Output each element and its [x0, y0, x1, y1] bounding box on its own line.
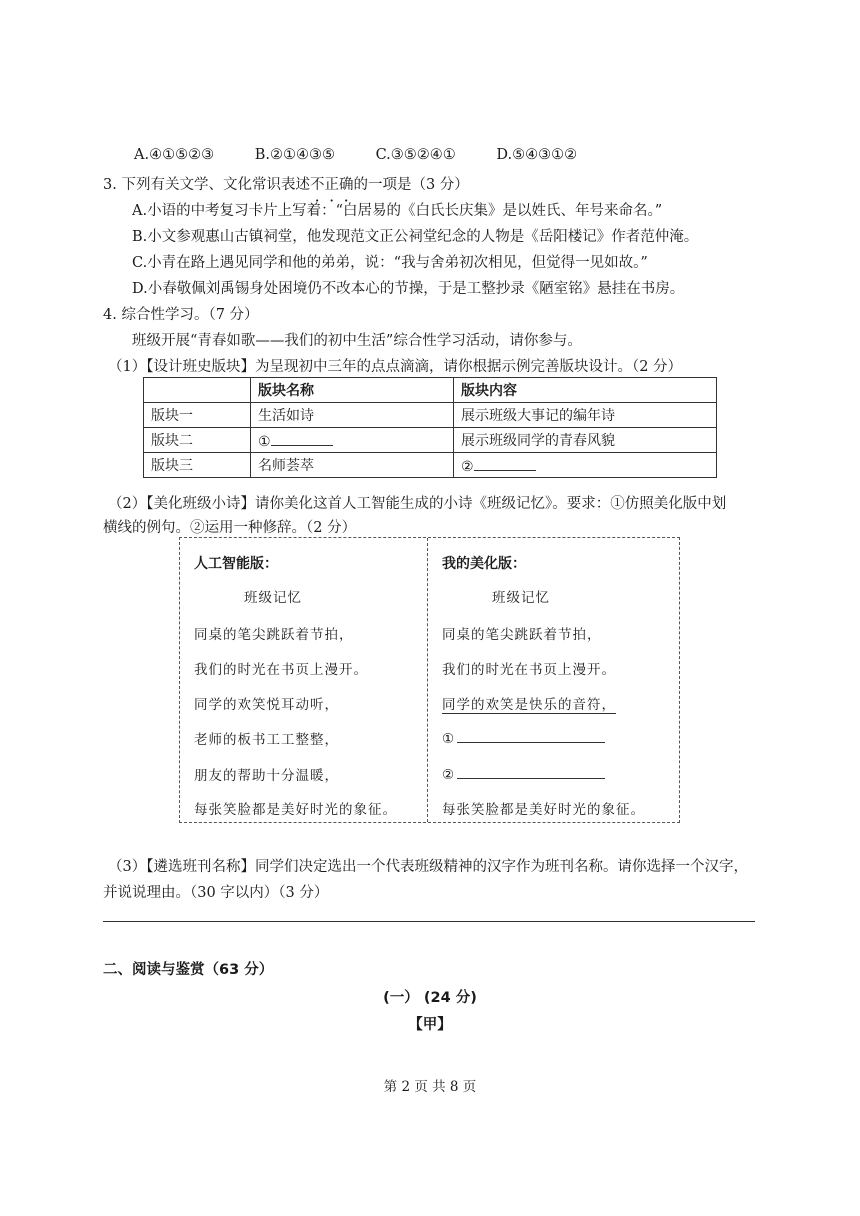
- answer-blank[interactable]: [474, 456, 536, 471]
- poem-mine-heading: 我的美化版：: [442, 556, 526, 572]
- q2-options: [134, 147, 613, 163]
- poem-ai-heading: 人工智能版：: [194, 556, 278, 572]
- table-cell: 生活如诗: [251, 403, 454, 428]
- q4-part1: （1）【设计班史版块】为呈现初中三年的点点滴滴，请你根据示例完善版块设计。（2 分）: [108, 359, 683, 375]
- emphasis-char: 正: [324, 177, 339, 193]
- passage-jia-label: 【甲】: [408, 1017, 452, 1033]
- q2-option-b: B.②①④③⑤: [254, 147, 335, 163]
- poem-line: 每张笑脸都是美好时光的象征。: [194, 802, 397, 818]
- table-cell: 版块一: [144, 403, 251, 428]
- poem-divider: [427, 538, 428, 822]
- page-footer: 第 2 页 共 8 页: [383, 1079, 477, 1095]
- poem-line: 同桌的笔尖跳跃着节拍，: [442, 627, 602, 643]
- poem-line: 我们的时光在书页上漫开。: [442, 662, 616, 678]
- table-header-cell: 版块名称: [251, 378, 454, 403]
- poem-line: 我们的时光在书页上漫开。: [194, 662, 368, 678]
- poem-comparison-box: [179, 537, 680, 823]
- answer-blank[interactable]: [271, 431, 333, 446]
- table-cell: 版块二: [144, 428, 251, 453]
- q2-option-d: D.⑤④③①②: [496, 147, 578, 163]
- section2-heading: 二、阅读与鉴赏（63 分）: [103, 962, 274, 978]
- poem-answer-line-1[interactable]: ①: [442, 728, 605, 747]
- table-cell: 展示班级大事记的编年诗: [454, 403, 717, 428]
- q4-part2-line1: （2）【美化班级小诗】请你美化这首人工智能生成的小诗《班级记忆》。要求：①仿照美化版中划: [108, 496, 727, 512]
- emphasis-char: 确: [338, 177, 354, 193]
- answer-blank[interactable]: [457, 764, 605, 779]
- poem-line: 老师的板书工工整整，: [194, 732, 339, 748]
- q4-part3-line2: 并说说理由。（30 字以内）（3 分）: [103, 885, 329, 901]
- poem-title: 班级记忆: [492, 590, 550, 606]
- q4-part2-line2: 横线的例句。②运用一种修辞。（2 分）: [103, 520, 357, 536]
- section2-subheading: (一） (24 分): [383, 990, 477, 1006]
- banner-design-table: [143, 377, 717, 478]
- poem-line: 朋友的帮助十分温暖，: [194, 768, 339, 784]
- answer-line[interactable]: [103, 921, 755, 922]
- answer-blank[interactable]: [457, 728, 605, 743]
- q2-option-c: C.③⑤②④①: [375, 147, 456, 163]
- q4-part3-line1: （3）【遴选班刊名称】同学们决定选出一个代表班级精神的汉字作为班刊名称。请你选择一个汉字，: [108, 859, 748, 875]
- table-cell: 版块三: [144, 453, 251, 478]
- poem-answer-line-2[interactable]: ②: [442, 764, 605, 783]
- q3-option-c: C.小青在路上遇见同学和他的弟弟，说：“我与舍弟初次相见，但觉得一见如故。”: [132, 255, 648, 271]
- poem-example-line: 同学的欢笑是快乐的音符，: [442, 697, 616, 713]
- q4-intro: 班级开展“青春如歌——我们的初中生活”综合性学习活动，请你参与。: [132, 333, 582, 349]
- table-cell-blank[interactable]: ①: [251, 428, 454, 453]
- table-cell: 展示班级同学的青春风貌: [454, 428, 717, 453]
- table-cell-blank[interactable]: ②: [454, 453, 717, 478]
- poem-title: 班级记忆: [244, 590, 302, 606]
- q3-option-a: A.小语的中考复习卡片上写着：“白居易的《白氏长庆集》是以姓氏、年号来命名。”: [132, 203, 663, 219]
- table-header-cell: [144, 378, 251, 403]
- table-row: [144, 428, 717, 453]
- table-row: [144, 403, 717, 428]
- q3-option-d: D.小春敬佩刘禹锡身处困境仍不改本心的节操，于是工整抄录《陋室铭》悬挂在书房。: [132, 281, 685, 297]
- emphasis-char: 不: [309, 177, 325, 193]
- table-header-cell: 版块内容: [454, 378, 717, 403]
- q3-stem: 3. 下列有关文学、文化常识表述不正确的一项是（3 分）: [103, 177, 469, 193]
- poem-line: 同桌的笔尖跳跃着节拍，: [194, 627, 354, 643]
- q3-option-b: B.小文参观惠山古镇祠堂，他发现范文正公祠堂纪念的人物是《岳阳楼记》作者范仲淹。: [132, 229, 699, 245]
- table-header-row: [144, 378, 717, 403]
- q2-option-a: A.④①⑤②③: [134, 147, 215, 163]
- poem-line: 同学的欢笑悦耳动听，: [194, 697, 339, 713]
- poem-line: 每张笑脸都是美好时光的象征。: [442, 802, 645, 818]
- table-cell: 名师荟萃: [251, 453, 454, 478]
- q4-stem: 4. 综合性学习。（7 分）: [103, 307, 259, 323]
- table-row: [144, 453, 717, 478]
